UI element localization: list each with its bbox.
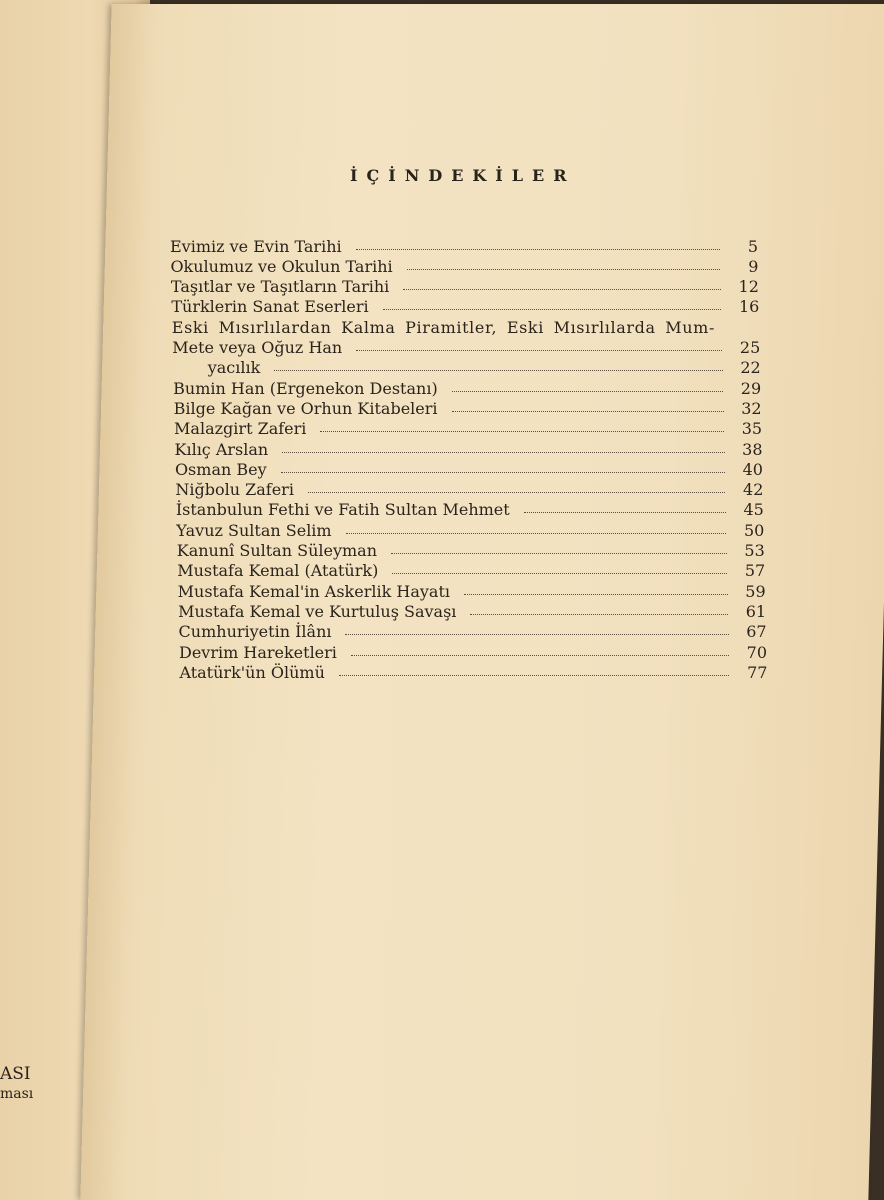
toc-entry-title: Okulumuz ve Okulun Tarihi bbox=[170, 256, 393, 276]
toc-entry bbox=[170, 236, 758, 256]
toc-leader-dots bbox=[452, 391, 723, 392]
toc-entry-page: 38 bbox=[742, 439, 763, 459]
toc-entry bbox=[172, 317, 760, 337]
toc-entry bbox=[179, 642, 767, 662]
toc-leader-dots bbox=[403, 289, 721, 290]
toc-leader-dots bbox=[407, 269, 721, 270]
toc-entry-title: Niğbolu Zaferi bbox=[175, 480, 294, 500]
toc-leader-dots bbox=[346, 533, 727, 534]
toc-leader-dots bbox=[356, 249, 720, 250]
toc-entry bbox=[170, 256, 758, 276]
toc-entry bbox=[176, 500, 764, 520]
toc-entry-page: 40 bbox=[742, 459, 763, 479]
toc-leader-dots bbox=[524, 512, 726, 513]
toc-entry bbox=[171, 297, 759, 317]
toc-entry-title: Malazgirt Zaferi bbox=[174, 419, 307, 439]
toc-entry bbox=[171, 277, 759, 297]
toc-entry bbox=[175, 480, 763, 500]
toc-entry-page: 59 bbox=[745, 581, 766, 601]
toc-entry-page: 22 bbox=[740, 358, 761, 378]
toc-leader-dots bbox=[281, 472, 725, 473]
toc-entry-page: 29 bbox=[740, 378, 762, 398]
toc-entry-page: 35 bbox=[741, 419, 763, 439]
toc-entry-page: 9 bbox=[748, 256, 759, 276]
toc-entry bbox=[172, 338, 760, 358]
toc-entry-page: 67 bbox=[746, 622, 767, 642]
toc-entry bbox=[173, 378, 761, 398]
toc-entry bbox=[178, 581, 766, 601]
toc-entry-page: 32 bbox=[741, 398, 762, 418]
toc-entry-page: 57 bbox=[744, 561, 766, 581]
toc-entry-page: 45 bbox=[743, 500, 764, 520]
toc-leader-dots bbox=[391, 553, 727, 554]
toc-leader-dots bbox=[282, 452, 724, 453]
toc-entry-title: Taşıtlar ve Taşıtların Tarihi bbox=[170, 277, 390, 297]
page-title: İÇİNDEKİLER bbox=[350, 166, 576, 185]
toc-entry-title: Cumhuriyetin İlânı bbox=[178, 622, 332, 642]
toc-leader-dots bbox=[308, 492, 725, 493]
toc-leader-dots bbox=[345, 634, 728, 635]
toc-entry bbox=[175, 459, 763, 479]
toc-entry-title: Bumin Han (Ergenekon Destanı) bbox=[173, 378, 438, 398]
toc-leader-dots bbox=[464, 594, 728, 595]
toc-leader-dots bbox=[351, 655, 729, 656]
toc-entry-page: 77 bbox=[747, 662, 768, 682]
toc-entry-title: Yavuz Sultan Selim bbox=[176, 520, 332, 540]
toc-leader-dots bbox=[470, 614, 728, 615]
toc-entry bbox=[175, 439, 763, 459]
toc-entry-page: 5 bbox=[747, 236, 758, 256]
toc-entry-title: Atatürk'ün Ölümü bbox=[179, 662, 325, 682]
toc-entry bbox=[179, 622, 767, 642]
toc-leader-dots bbox=[339, 675, 730, 676]
toc-entry-title: Mustafa Kemal (Atatürk) bbox=[177, 561, 379, 581]
toc-entry bbox=[177, 541, 765, 561]
toc-leader-dots bbox=[392, 573, 727, 574]
toc-entry-page: 25 bbox=[739, 338, 761, 357]
toc-entry bbox=[174, 419, 762, 439]
toc-entry bbox=[176, 520, 764, 540]
toc-entry-title: yacılık bbox=[207, 358, 261, 378]
toc-entry-page: 12 bbox=[738, 277, 759, 297]
toc-entry bbox=[177, 561, 765, 581]
toc-entry-page: 16 bbox=[738, 297, 760, 317]
toc-entry-title: Kılıç Arslan bbox=[174, 439, 269, 459]
toc-entry-title: Kanunî Sultan Süleyman bbox=[176, 541, 378, 560]
toc-entry-title: Mustafa Kemal'in Askerlik Hayatı bbox=[177, 581, 450, 601]
toc-entry-title: Bilge Kağan ve Orhun Kitabeleri bbox=[173, 398, 438, 418]
toc-entry bbox=[179, 662, 767, 682]
toc-entry bbox=[174, 398, 762, 418]
toc-entry-title: Devrim Hareketleri bbox=[179, 642, 337, 662]
toc-leader-dots bbox=[274, 370, 722, 371]
toc-entry-title: Eski Mısırlılardan Kalma Piramitler, Eski Mısırlılarda Mum- bbox=[171, 317, 715, 337]
toc-entry-page: 70 bbox=[746, 642, 767, 662]
toc-entry-page: 53 bbox=[744, 541, 765, 560]
toc-entry bbox=[178, 601, 766, 621]
left-page-fragment: ması bbox=[0, 1086, 34, 1102]
toc-leader-dots bbox=[452, 411, 724, 412]
toc-entry-title: Mete veya Oğuz Han bbox=[172, 338, 343, 357]
toc-entry-title: İstanbulun Fethi ve Fatih Sultan Mehmet bbox=[175, 500, 510, 520]
toc-entry-title: Mustafa Kemal ve Kurtuluş Savaşı bbox=[178, 601, 457, 621]
toc-leader-dots bbox=[383, 309, 722, 310]
toc-entry-title: Osman Bey bbox=[174, 459, 267, 479]
left-page-fragment: ASI bbox=[0, 1064, 31, 1084]
toc-entry-title: Türklerin Sanat Eserleri bbox=[171, 297, 369, 317]
toc-entry bbox=[173, 358, 761, 378]
toc-leader-dots bbox=[320, 431, 724, 432]
toc-entry-title: Evimiz ve Evin Tarihi bbox=[170, 236, 342, 256]
toc-leader-dots bbox=[356, 350, 722, 351]
toc-entry-page: 61 bbox=[745, 601, 767, 621]
toc-entry-page: 42 bbox=[743, 480, 764, 500]
toc-entry-page: 50 bbox=[743, 520, 765, 540]
